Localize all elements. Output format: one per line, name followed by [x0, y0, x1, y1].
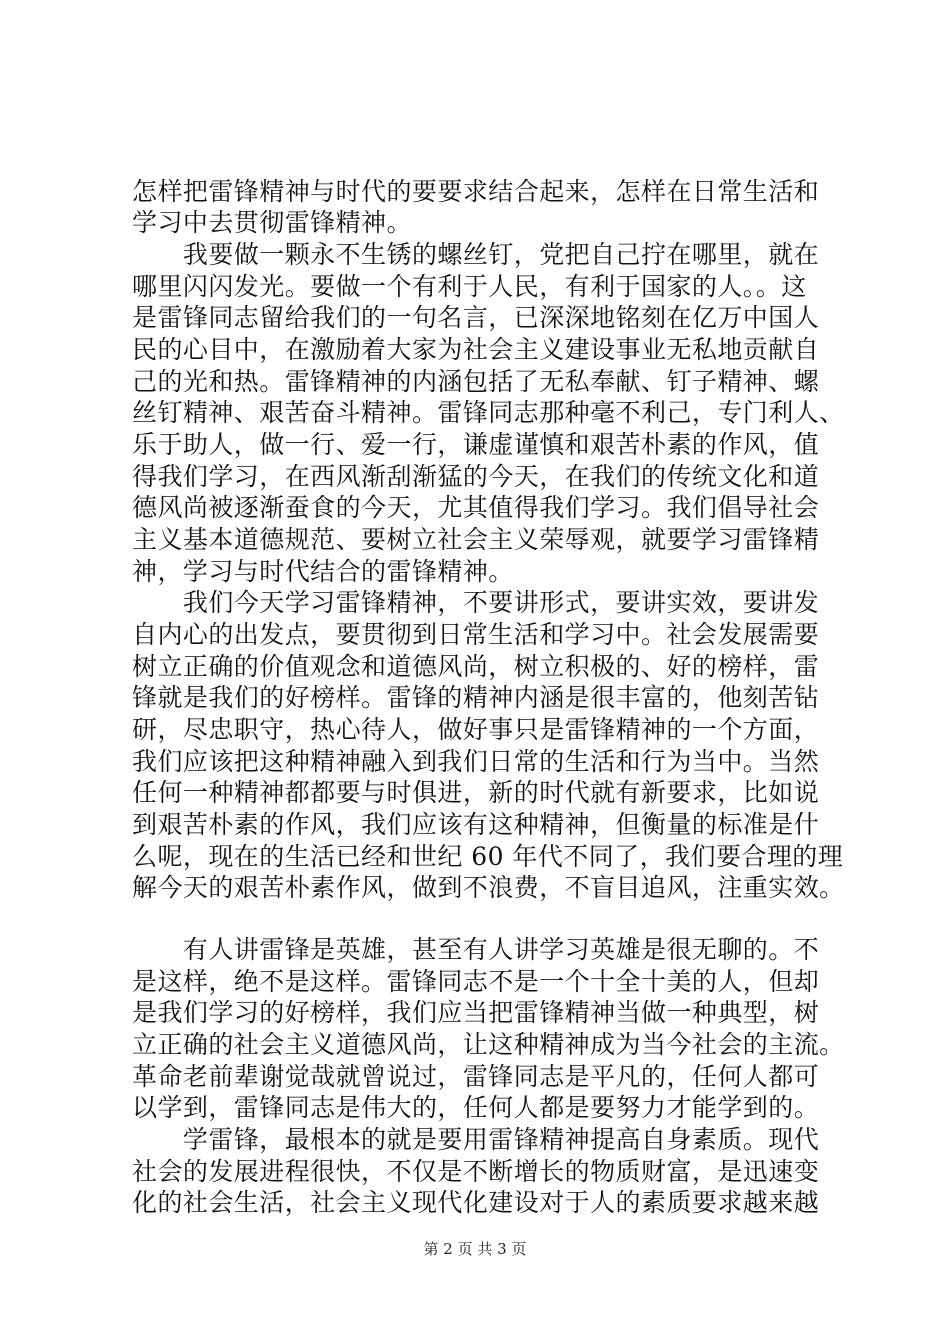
text-line: 是雷锋同志留给我们的一句名言，已深深地铭刻在亿万中国人 [132, 303, 820, 332]
text-line: 革命老前辈谢觉哉就曾说过，雷锋同志是平凡的，任何人都可 [132, 1062, 820, 1091]
text-line: 以学到，雷锋同志是伟大的，任何人都是要努力才能学到的。 [132, 1093, 820, 1122]
text-line: 我要做一颗永不生锈的螺丝钉，党把自己拧在哪里，就在 [132, 240, 820, 269]
text-line: 化的社会生活，社会主义现代化建设对于人的素质要求越来越 [132, 1188, 820, 1217]
text-line: 得我们学习，在西风渐刮渐猛的今天，在我们的传统文化和道 [132, 462, 820, 491]
text-line: 是我们学习的好榜样，我们应当把雷锋精神当做一种典型，树 [132, 998, 820, 1027]
text-line: 自内心的出发点，要贯彻到日常生活和学习中。社会发展需要 [132, 620, 820, 649]
text-line: 己的光和热。雷锋精神的内涵包括了无私奉献、钉子精神、螺 [132, 367, 820, 396]
text-line: 有人讲雷锋是英雄，甚至有人讲学习英雄是很无聊的。不 [132, 935, 820, 964]
text-line: 解今天的艰苦朴素作风，做到不浪费，不盲目追风，注重实效。 [132, 873, 845, 902]
text-line: 怎样把雷锋精神与时代的要要求结合起来，怎样在日常生活和 [132, 177, 820, 206]
text-line: 到艰苦朴素的作风，我们应该有这种精神，但衡量的标准是什 [132, 810, 820, 839]
text-line: 乐于助人，做一行、爱一行，谦虚谨慎和艰苦朴素的作风，值 [132, 430, 820, 459]
text-line: 么呢，现在的生活已经和世纪 60 年代不同了，我们要合理的理 [132, 842, 844, 871]
text-line: 主义基本道德规范、要树立社会主义荣辱观，就要学习雷锋精 [132, 525, 820, 554]
text-line: 锋就是我们的好榜样。雷锋的精神内涵是很丰富的，他刻苦钻 [132, 683, 820, 712]
text-line: 我们应该把这种精神融入到我们日常的生活和行为当中。当然 [132, 747, 820, 776]
text-line: 学雷锋，最根本的就是要用雷锋精神提高自身素质。现代 [132, 1125, 820, 1154]
text-line: 研，尽忠职守，热心待人，做好事只是雷锋精神的一个方面， [132, 715, 820, 744]
text-line: 我们今天学习雷锋精神，不要讲形式，要讲实效，要讲发 [132, 588, 820, 617]
text-line: 德风尚被逐渐蚕食的今天，尤其值得我们学习。我们倡导社会 [132, 493, 820, 522]
text-line: 是这样，绝不是这样。雷锋同志不是一个十全十美的人，但却 [132, 967, 820, 996]
text-line: 社会的发展进程很快，不仅是不断增长的物质财富，是迅速变 [132, 1157, 820, 1186]
page-number-footer: 第 2 页 共 3 页 [423, 1240, 527, 1258]
text-line: 民的心目中，在激励着大家为社会主义建设事业无私地贡献自 [132, 335, 820, 364]
text-line: 神，学习与时代结合的雷锋精神。 [132, 557, 514, 586]
text-line: 任何一种精神都都要与时俱进，新的时代就有新要求，比如说 [132, 778, 820, 807]
text-line: 树立正确的价值观念和道德风尚，树立积极的、好的榜样，雷 [132, 652, 820, 681]
text-line: 立正确的社会主义道德风尚，让这种精神成为当今社会的主流。 [132, 1030, 845, 1059]
text-line: 学习中去贯彻雷锋精神。 [132, 208, 412, 237]
text-line: 哪里闪闪发光。要做一个有利于人民，有利于国家的人。。这 [132, 272, 807, 301]
text-line: 丝钉精神、艰苦奋斗精神。雷锋同志那种毫不利己，专门利人、 [132, 398, 845, 427]
